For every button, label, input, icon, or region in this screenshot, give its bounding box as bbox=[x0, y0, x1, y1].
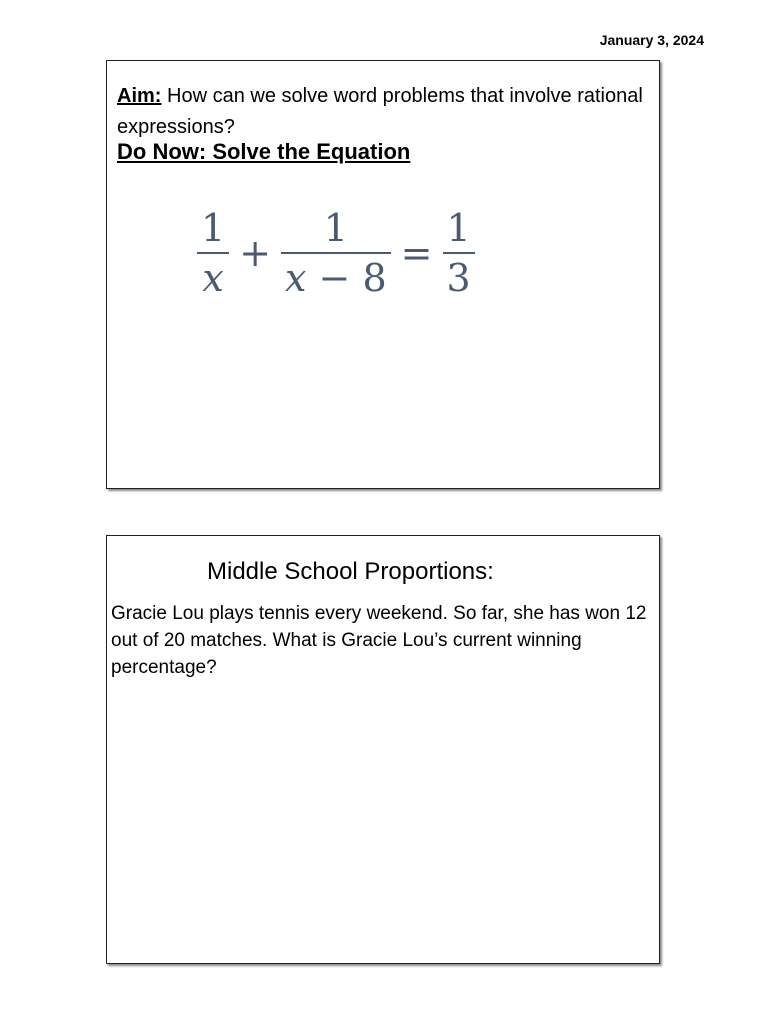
do-now-heading: Do Now: Solve the Equation bbox=[117, 139, 411, 164]
fraction-3-bar bbox=[443, 252, 475, 254]
word-problem-text: Gracie Lou plays tennis every weekend. So far, she has won 12 out of 20 matches. What is Gracie Lou’s current winning percentage? bbox=[111, 603, 647, 678]
slide-title: Middle School Proportions: bbox=[207, 558, 494, 585]
fraction-3-numerator: 1 bbox=[446, 206, 471, 250]
plus-sign: + bbox=[239, 231, 272, 275]
fraction-2-denominator bbox=[281, 258, 391, 298]
fraction-1-over-x-minus-8 bbox=[281, 208, 391, 298]
fraction-2-numerator: 1 bbox=[323, 206, 348, 250]
equals-sign: = bbox=[400, 231, 433, 275]
fraction-2-denominator-rest: − 8 bbox=[306, 256, 387, 300]
fraction-1-denominator: x bbox=[202, 256, 224, 300]
fraction-1-numerator: 1 bbox=[201, 206, 226, 250]
page-date: January 3, 2024 bbox=[599, 32, 704, 48]
aim-label: Aim: bbox=[117, 85, 162, 107]
fraction-1-over-x bbox=[197, 208, 229, 298]
fraction-1-over-3 bbox=[443, 208, 475, 298]
fraction-1-bar bbox=[197, 252, 229, 254]
aim-text: How can we solve word problems that involve rational expressions? bbox=[117, 85, 643, 138]
aim-statement bbox=[117, 81, 647, 143]
fraction-2-bar bbox=[281, 252, 391, 254]
fraction-2-denominator-variable: x bbox=[285, 256, 307, 300]
slide-aim-do-now bbox=[106, 60, 660, 489]
slide-middle-school-proportions bbox=[106, 535, 660, 964]
fraction-3-denominator: 3 bbox=[446, 256, 471, 300]
rational-equation bbox=[193, 208, 479, 298]
